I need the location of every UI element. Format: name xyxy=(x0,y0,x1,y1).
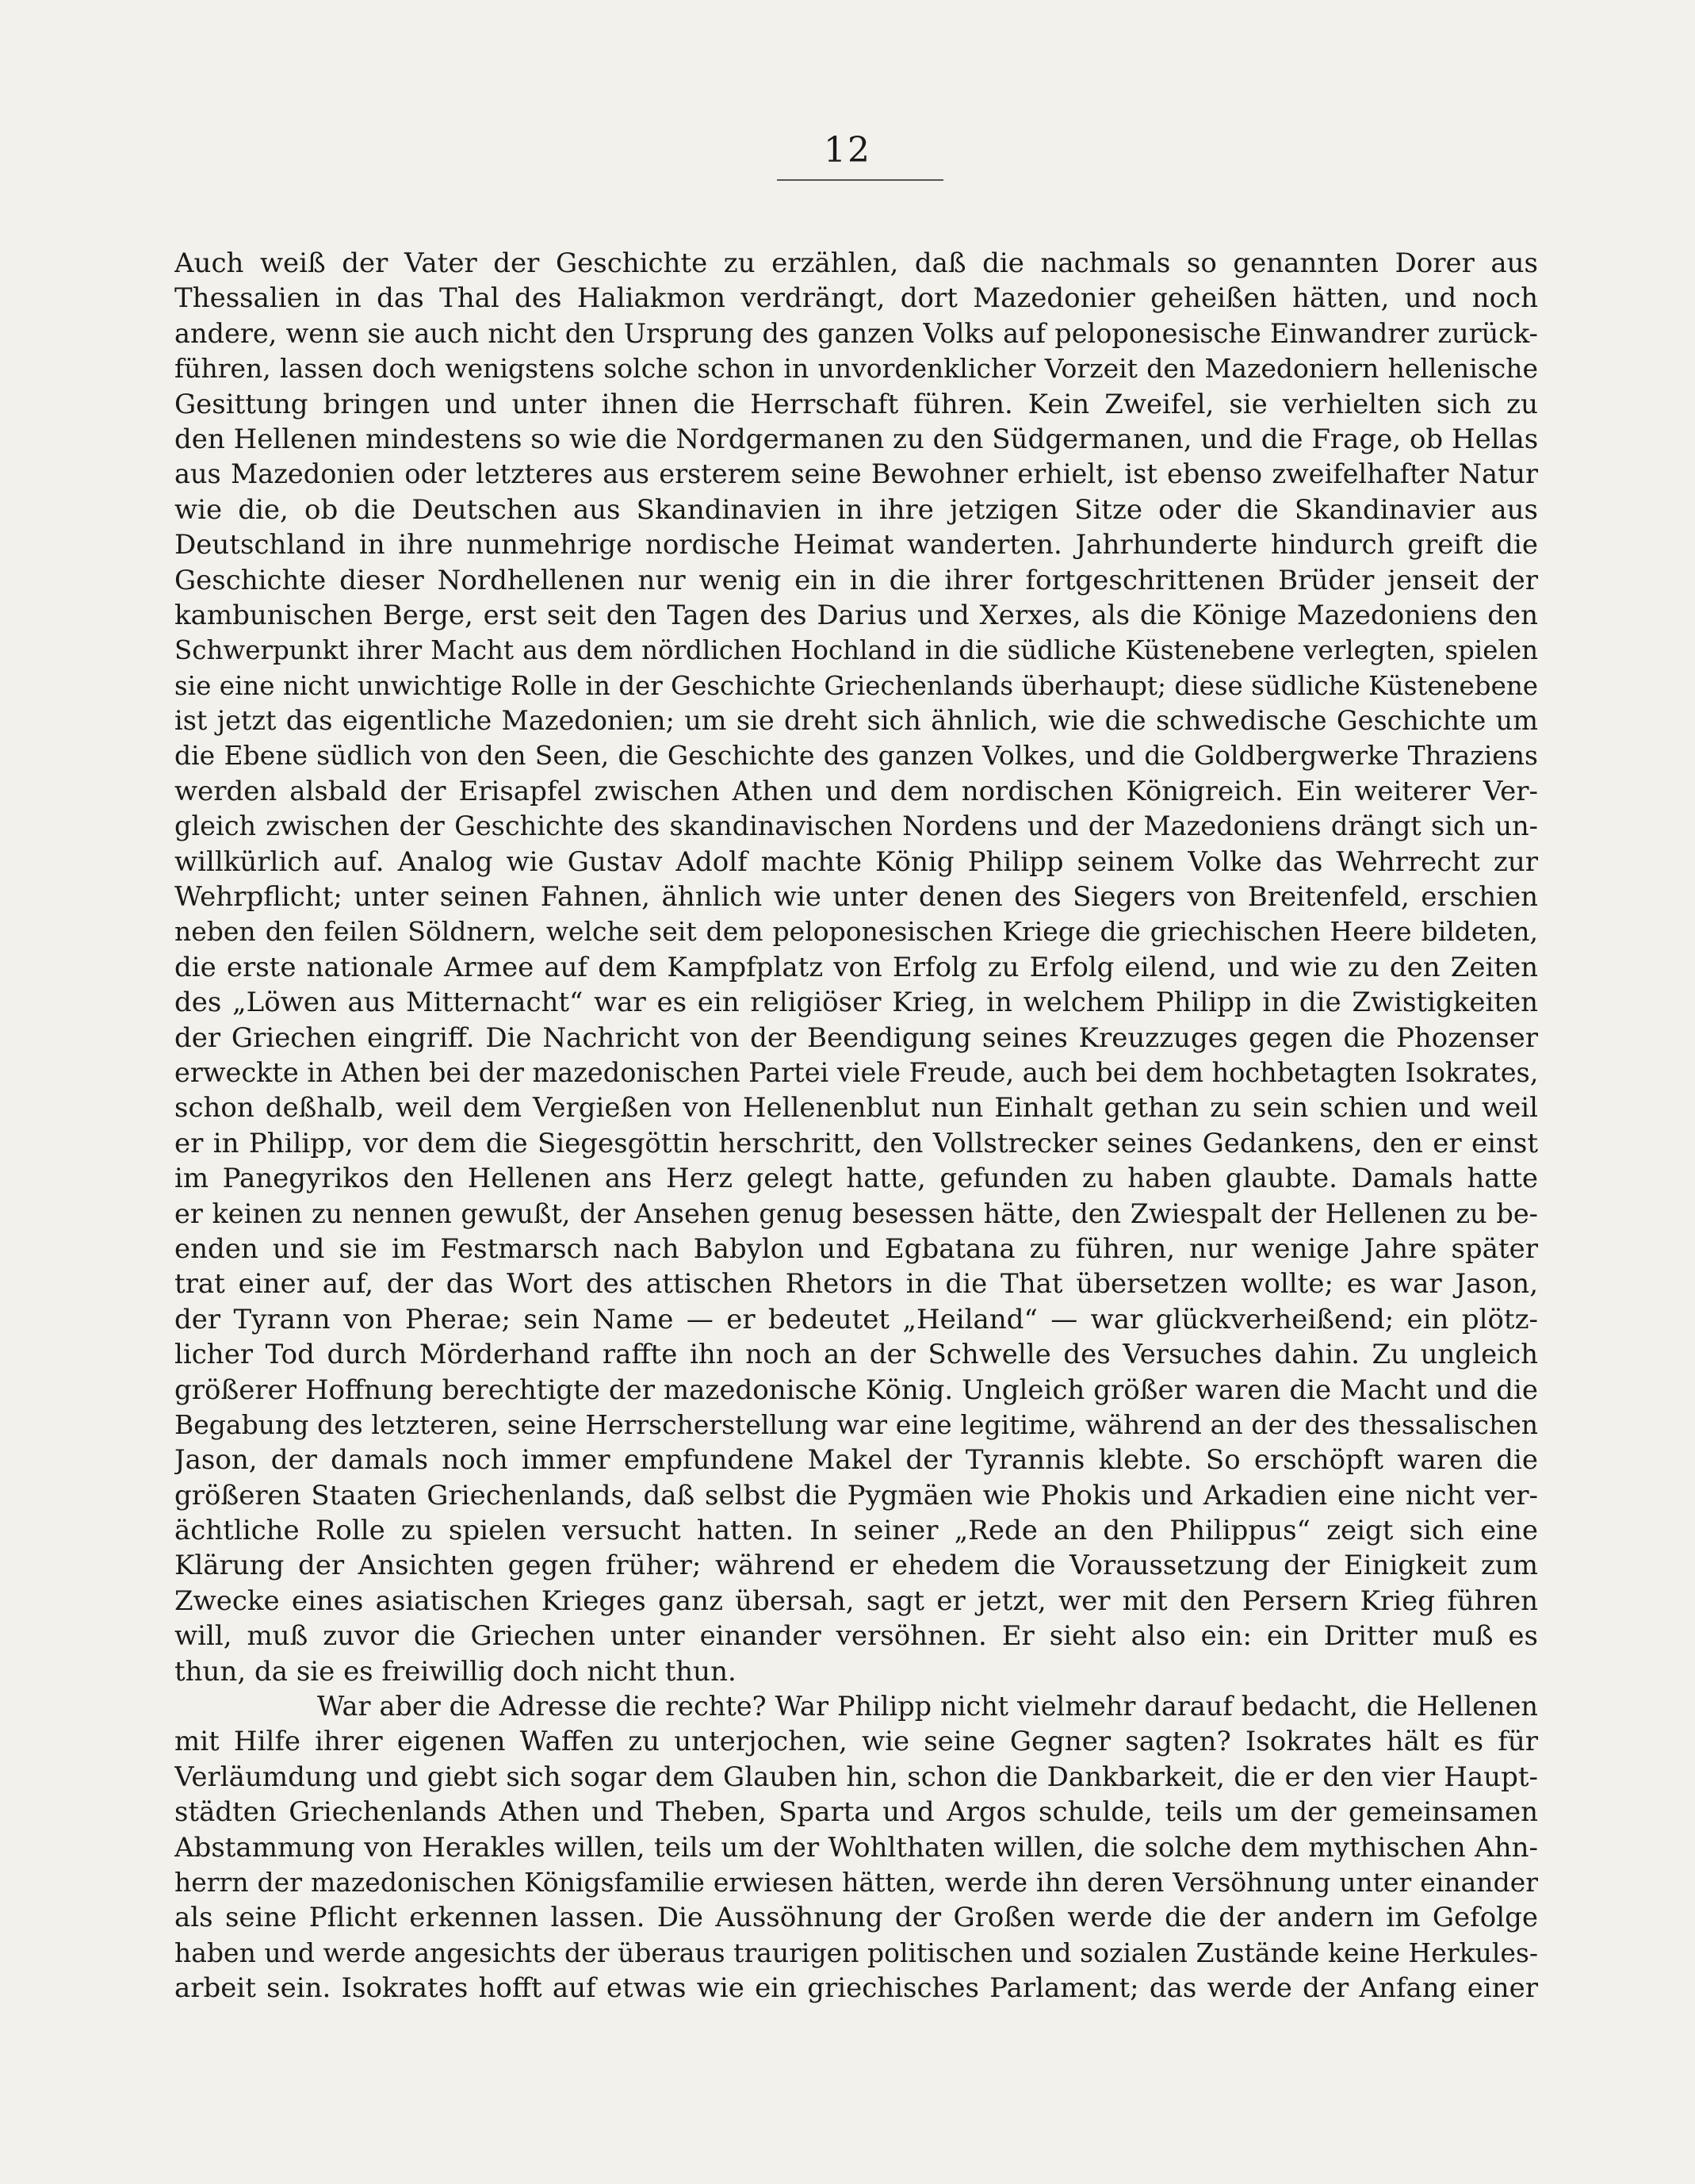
text-line: städten Griechenlands Athen und Theben, Sparta und Argos schulde, teils um der gemeinsamen xyxy=(174,1796,1538,1829)
text-line: die erste nationale Armee auf dem Kampfplatz von Erfolg zu Erfolg eilend, und wie zu den Zeiten xyxy=(174,951,1538,983)
text-line: Thessalien in das Thal des Haliakmon verdrängt, dort Mazedonier geheißen hätten, und noch xyxy=(174,282,1538,315)
paragraph-2 xyxy=(174,1689,1538,2006)
text-line: als seine Pflicht erkennen lassen. Die Aussöhnung der Großen werde die der andern im Gefolge xyxy=(174,1902,1538,1934)
text-line: wie die, ob die Deutschen aus Skandinavien in ihre jetzigen Sitze oder die Skandinavier aus xyxy=(174,493,1538,526)
text-line: der Griechen eingriff. Die Nachricht von der Beendigung seines Kreuzzuges gegen die Phozenser xyxy=(174,1021,1538,1054)
text-line: willkürlich auf. Analog wie Gustav Adolf machte König Philipp seinem Volke das Wehrrecht zur xyxy=(174,845,1538,878)
text-line: sie eine nicht unwichtige Rolle in der Geschichte Griechenlands überhaupt; diese südliche Küstenebene xyxy=(174,670,1538,701)
text-line: die Ebene südlich von den Seen, die Geschichte des ganzen Volkes, und die Goldbergwerke Thraziens xyxy=(174,740,1538,772)
text-line: er in Philipp, vor dem die Siegesgöttin herschritt, den Vollstrecker seines Gedankens, den er einst xyxy=(174,1127,1538,1159)
text-line: arbeit sein. Isokrates hofft auf etwas wie ein griechisches Parlament; das werde der Anfang einer xyxy=(174,1972,1538,2005)
header-rule xyxy=(777,179,943,181)
text-line: Auch weiß der Vater der Geschichte zu erzählen, daß die nachmals so genannten Dorer aus xyxy=(174,247,1538,279)
text-line: Abstammung von Herakles willen, teils um der Wohlthaten willen, die solche dem mythischen Ahn- xyxy=(174,1831,1538,1864)
text-line: größerer Hoffnung berechtigte der mazedonische König. Ungleich größer waren die Macht und die xyxy=(174,1374,1538,1406)
text-line: schon deßhalb, weil dem Vergießen von Hellenenblut nun Einhalt gethan zu sein schien und weil xyxy=(174,1092,1538,1125)
text-line: kambunischen Berge, erst seit den Tagen des Darius und Xerxes, als die Könige Mazedoniens den xyxy=(174,599,1538,631)
text-line: ist jetzt das eigentliche Mazedonien; um sie dreht sich ähnlich, wie die schwedische Geschichte um xyxy=(174,705,1538,737)
text-line: Deutschland in ihre nunmehrige nordische Heimat wanderten. Jahrhunderte hindurch greift die xyxy=(174,529,1538,561)
text-line: er keinen zu nennen gewußt, der Ansehen genug besessen hätte, den Zwiespalt der Hellenen zu be- xyxy=(174,1197,1538,1229)
text-line: ächtliche Rolle zu spielen versucht hatten. In seiner „Rede an den Philippus“ zeigt sich eine xyxy=(174,1515,1538,1547)
text-line: den Hellenen mindestens so wie die Nordgermanen zu den Südgermanen, und die Frage, ob Hellas xyxy=(174,423,1538,455)
text-line: trat einer auf, der das Wort des attischen Rhetors in die That übersetzen wollte; es war Jason, xyxy=(174,1268,1538,1301)
text-line: herrn der mazedonischen Königsfamilie erwiesen hätten, werde ihn deren Versöhnung unter einander xyxy=(174,1866,1538,1898)
text-line: War aber die Adresse die rechte? War Philipp nicht vielmehr darauf bedacht, die Hellenen xyxy=(317,1691,1538,1722)
text-line: enden und sie im Festmarsch nach Babylon und Egbatana zu führen, nur wenige Jahre später xyxy=(174,1232,1538,1265)
text-line: andere, wenn sie auch nicht den Ursprung des ganzen Volks auf peloponesische Einwandrer zurück- xyxy=(174,317,1538,349)
text-line: Klärung der Ansichten gegen früher; während er ehedem die Voraussetzung der Einigkeit zum xyxy=(174,1550,1538,1582)
text-line: mit Hilfe ihrer eigenen Waffen zu unterjochen, wie seine Gegner sagten? Isokrates hält es für xyxy=(174,1726,1538,1758)
text-line: führen, lassen doch wenigstens solche schon in unvordenklicher Vorzeit den Mazedoniern hellenische xyxy=(174,353,1538,385)
text-line: licher Tod durch Mörderhand raffte ihn noch an der Schwelle des Versuches dahin. Zu ungleich xyxy=(174,1339,1538,1371)
text-line: des „Löwen aus Mitternacht“ war es ein religiöser Krieg, in welchem Philipp in die Zwistigkeiten xyxy=(174,987,1538,1019)
text-line: im Panegyrikos den Hellenen ans Herz gelegt hatte, gefunden zu haben glaubte. Damals hatte xyxy=(174,1163,1538,1195)
text-line: Gesittung bringen und unter ihnen die Herrschaft führen. Kein Zweifel, sie verhielten sich zu xyxy=(174,388,1538,420)
text-line: werden alsbald der Erisapfel zwischen Athen und dem nordischen Königreich. Ein weiterer Ver- xyxy=(174,775,1538,807)
text-line: Wehrpflicht; unter seinen Fahnen, ähnlich wie unter denen des Siegers von Breitenfeld, erschien xyxy=(174,881,1538,914)
paragraph-1 xyxy=(174,246,1538,1689)
text-line: Schwerpunkt ihrer Macht aus dem nördlichen Hochland in die südliche Küstenebene verlegten, spielen xyxy=(174,635,1538,666)
text-line: gleich zwischen der Geschichte des skandinavischen Nordens und der Mazedoniens drängt sich un- xyxy=(174,810,1538,842)
text-line: haben und werde angesichts der überaus traurigen politischen und sozialen Zustände keine Herkules- xyxy=(174,1937,1538,1968)
text-line: neben den feilen Söldnern, welche seit dem peloponesischen Kriege die griechischen Heere bildeten, xyxy=(174,916,1538,948)
text-line: Verläumdung und giebt sich sogar dem Glauben hin, schon die Dankbarkeit, die er den vier Haupt- xyxy=(174,1761,1538,1793)
text-line: der Tyrann von Pherae; sein Name — er bedeutet „Heiland“ — war glückverheißend; ein plötz- xyxy=(174,1303,1538,1335)
text-line: größeren Staaten Griechenlands, daß selbst die Pygmäen wie Phokis und Arkadien eine nicht ver- xyxy=(174,1479,1538,1512)
text-line: Geschichte dieser Nordhellenen nur wenig ein in die ihrer fortgeschrittenen Brüder jenseit der xyxy=(174,564,1538,596)
text-line: erweckte in Athen bei der mazedonischen Partei viele Freude, auch bei dem hochbetagten Isokrates, xyxy=(174,1056,1538,1088)
text-line: Jason, der damals noch immer empfundene Makel der Tyrannis klebte. So erschöpft waren die xyxy=(174,1444,1538,1477)
page-number: 12 xyxy=(824,130,871,171)
text-line: Begabung des letzteren, seine Herrscherstellung war eine legitime, während an der des thessalischen xyxy=(174,1408,1538,1440)
text-line: thun, da sie es freiwillig doch nicht thun. xyxy=(174,1655,737,1688)
text-line: Zwecke eines asiatischen Krieges ganz übersah, sagt er jetzt, wer mit den Persern Krieg führen xyxy=(174,1584,1538,1617)
body-text xyxy=(174,246,1538,2006)
text-line: will, muß zuvor die Griechen unter einander versöhnen. Er sieht also ein: ein Dritter muß es xyxy=(174,1620,1538,1653)
text-line: aus Mazedonien oder letzteres aus ersterem seine Bewohner erhielt, ist ebenso zweifelhafter Natur xyxy=(174,458,1538,490)
